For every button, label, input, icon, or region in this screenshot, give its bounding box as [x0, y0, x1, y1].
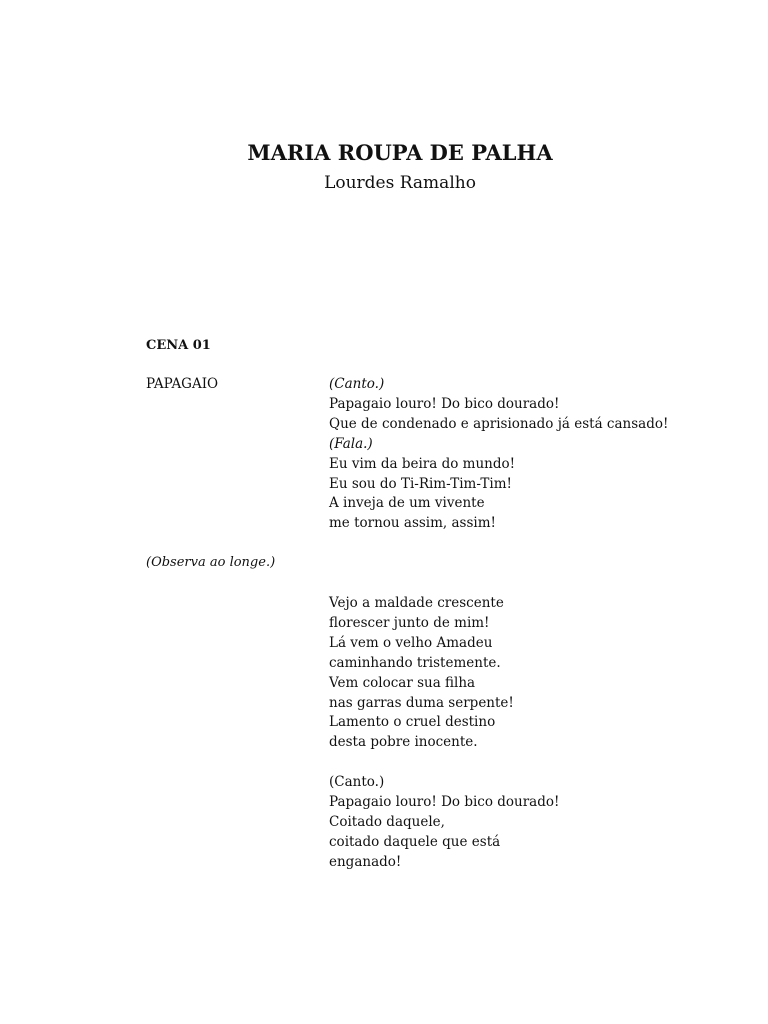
- verse-line: Que de condenado e aprisionado já está cansado!: [329, 415, 669, 432]
- stage-direction-line: (Fala.): [329, 435, 373, 452]
- verse-line: enganado!: [329, 853, 402, 870]
- verse-line: Eu vim da beira do mundo!: [329, 455, 516, 472]
- stage-direction-line: (Canto.): [329, 376, 385, 392]
- dialogue-block-3: [329, 773, 559, 873]
- stage-direction-line: (Canto.): [329, 774, 385, 790]
- verse-line: Eu sou do Ti-Rim-Tim-Tim!: [329, 475, 512, 492]
- verse-line: nas garras duma serpente!: [329, 694, 514, 711]
- verse-line: Coitado daquele,: [329, 813, 445, 830]
- verse-line: coitado daquele que está: [329, 833, 501, 850]
- stage-direction: (Observa ao longe.): [146, 555, 276, 570]
- verse-line: Vem colocar sua filha: [329, 674, 476, 691]
- dialogue-block-1: [329, 375, 668, 534]
- verse-line: caminhando tristemente.: [329, 654, 501, 671]
- verse-line: Lá vem o velho Amadeu: [329, 634, 493, 651]
- verse-line: Lamento o cruel destino: [329, 714, 496, 731]
- play-title: MARIA ROUPA DE PALHA: [247, 140, 553, 165]
- verse-line: Papagaio louro! Do bico dourado!: [329, 793, 560, 810]
- author-name: Lourdes Ramalho: [324, 173, 476, 193]
- verse-line: florescer junto de mim!: [329, 614, 490, 631]
- dialogue-block-2: [329, 594, 514, 753]
- speaker-name: PAPAGAIO: [146, 376, 219, 392]
- verse-line: Vejo a maldade crescente: [329, 595, 504, 611]
- verse-line: desta pobre inocente.: [329, 734, 478, 751]
- verse-line: Papagaio louro! Do bico dourado!: [329, 395, 560, 412]
- scene-heading: CENA 01: [146, 338, 211, 353]
- verse-line: A inveja de um vivente: [329, 495, 485, 512]
- verse-line: me tornou assim, assim!: [329, 515, 496, 532]
